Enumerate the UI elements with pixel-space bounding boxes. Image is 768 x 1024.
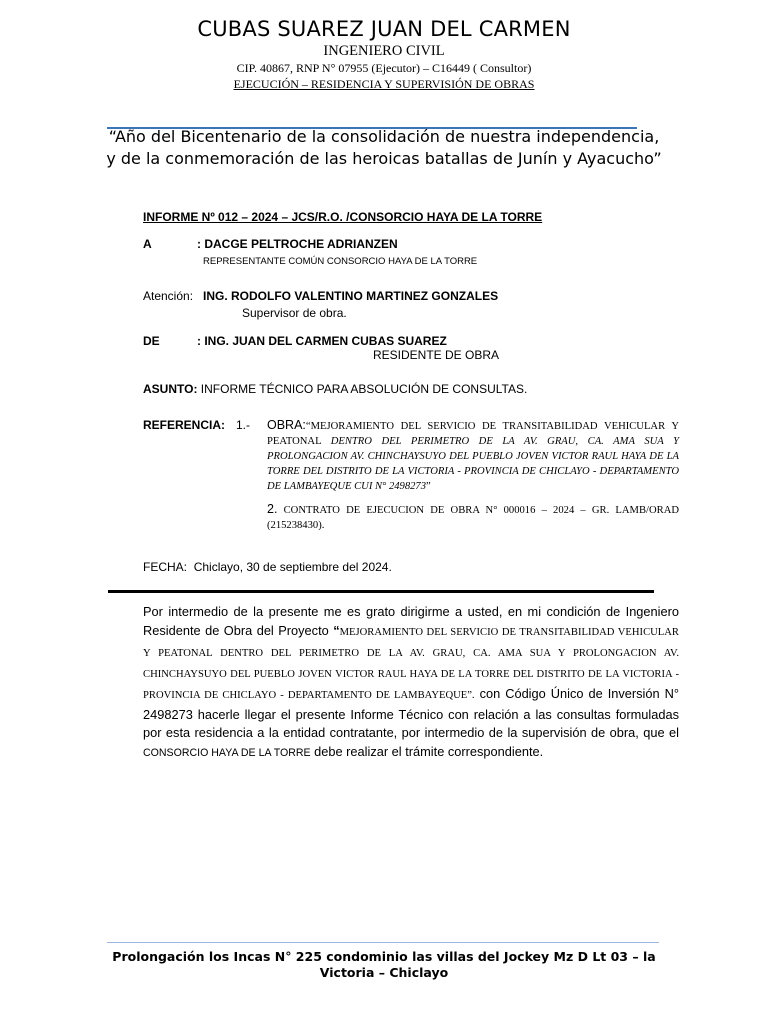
header-registration: CIP. 40867, RNP N° 07955 (Ejecutor) – C16449 ( Consultor) [236, 61, 532, 75]
from-name: : ING. JUAN DEL CARMEN CUBAS SUAREZ [197, 334, 447, 348]
footer-address-line-2: Victoria – Chiclayo [319, 965, 449, 980]
footer-divider [107, 942, 659, 943]
date-row [143, 560, 392, 574]
report-number: INFORME Nº 012 – 2024 – JCS/R.O. /CONSORCIO HAYA DE LA TORRE [143, 210, 543, 224]
attention-label: Atención: [143, 289, 194, 303]
subject-row [143, 382, 527, 396]
to-name: : DACGE PELTROCHE ADRIANZEN [197, 237, 398, 251]
reference-item-1 [267, 418, 679, 494]
reference-item-2-text: CONTRATO DE EJECUCION DE OBRA N° 000016 – 2024 – GR. LAMB/ORAD (215238430). [267, 505, 679, 531]
to-label: A [143, 237, 152, 251]
reference-item-1-close: ” [426, 481, 431, 492]
body-project-name: MEJORAMIENTO DEL SERVICIO DE TRANSITABILIDAD VEHICULAR Y PEATONAL DENTRO DEL PERIMETRO DE LA AV. GRAU, CA. AMA SUA Y PROLONGACION AV. CHINCHAYSUYO DEL PUEBLO JOVEN VICTOR RAUL HAYA DE LA TORRE DEL DISTRITO DE LA VICTORIA - PROVINCIA DE CHICLAYO - DEPARTAMENTO DE LAMBAYEQUE”. [143, 626, 679, 701]
section-divider [108, 590, 654, 593]
reference-label: REFERENCIA: [143, 418, 226, 432]
date-label: FECHA: [143, 560, 188, 574]
body-middle: con Código Único de Inversión N° 2498273 hacerle llegar el presente Informe Técnico con relación a las consultas formuladas por esta residencia a la entidad contratante, por intermedio de la supervisión de obra, que el [143, 685, 679, 741]
subject-text: INFORME TÉCNICO PARA ABSOLUCIÓN DE CONSULTAS. [200, 382, 528, 396]
reference-item-1-plain: “MEJORAMIENTO DEL SERVICIO DE TRANSITABILIDAD VEHICULAR Y PEATONAL [267, 421, 679, 447]
reference-item-2-number: 2. [267, 502, 278, 516]
year-motto-line-1: “Año del Bicentenario de la consolidación de nuestra independencia, [108, 127, 660, 146]
footer-address-line-1: Prolongación los Incas N° 225 condominio las villas del Jockey Mz D Lt 03 – la [112, 949, 656, 964]
from-label: DE [143, 334, 160, 348]
body-consortium: CONSORCIO HAYA DE LA TORRE [143, 747, 311, 760]
reference-item-1-italic: DENTRO DEL PERIMETRO DE LA AV. GRAU, CA. AMA SUA Y PROLONGACION AV. CHINCHAYSUYO DEL PUEBLO JOVEN VICTOR RAUL HAYA DE LA TORRE DEL DISTRITO DE LA VICTORIA - PROVINCIA DE CHICLAYO - DEPARTAMENTO DE LAMBAYEQUE CUI N° 2498273 [267, 436, 680, 492]
to-role: REPRESENTANTE COMÚN CONSORCIO HAYA DE LA TORRE [203, 256, 478, 267]
header-title: INGENIERO CIVIL [323, 43, 445, 59]
reference-item-1-lead: OBRA: [267, 418, 306, 432]
from-role: RESIDENTE DE OBRA [373, 348, 500, 362]
subject-label: ASUNTO: [143, 382, 198, 396]
body-paragraph [143, 603, 679, 763]
header-scope: EJECUCIÓN – RESIDENCIA Y SUPERVISIÓN DE OBRAS [233, 77, 535, 91]
body-intro: Por intermedio de la presente me es grato dirigirme a usted, en mi condición de Ingeniero Residente de Obra del Proyecto [143, 604, 679, 638]
reference-item-2 [267, 502, 679, 533]
header-name: CUBAS SUAREZ JUAN DEL CARMEN [197, 17, 571, 41]
year-motto-line-2: y de la conmemoración de las heroicas batallas de Junín y Ayacucho” [106, 149, 662, 168]
attention-role: Supervisor de obra. [242, 306, 347, 320]
body-end: debe realizar el trámite correspondiente. [310, 744, 544, 760]
date-text: Chiclayo, 30 de septiembre del 2024. [193, 560, 392, 574]
reference-item-1-number: 1.- [236, 418, 251, 432]
attention-name: ING. RODOLFO VALENTINO MARTINEZ GONZALES [203, 289, 499, 303]
body-quote-open: “ [333, 622, 340, 638]
